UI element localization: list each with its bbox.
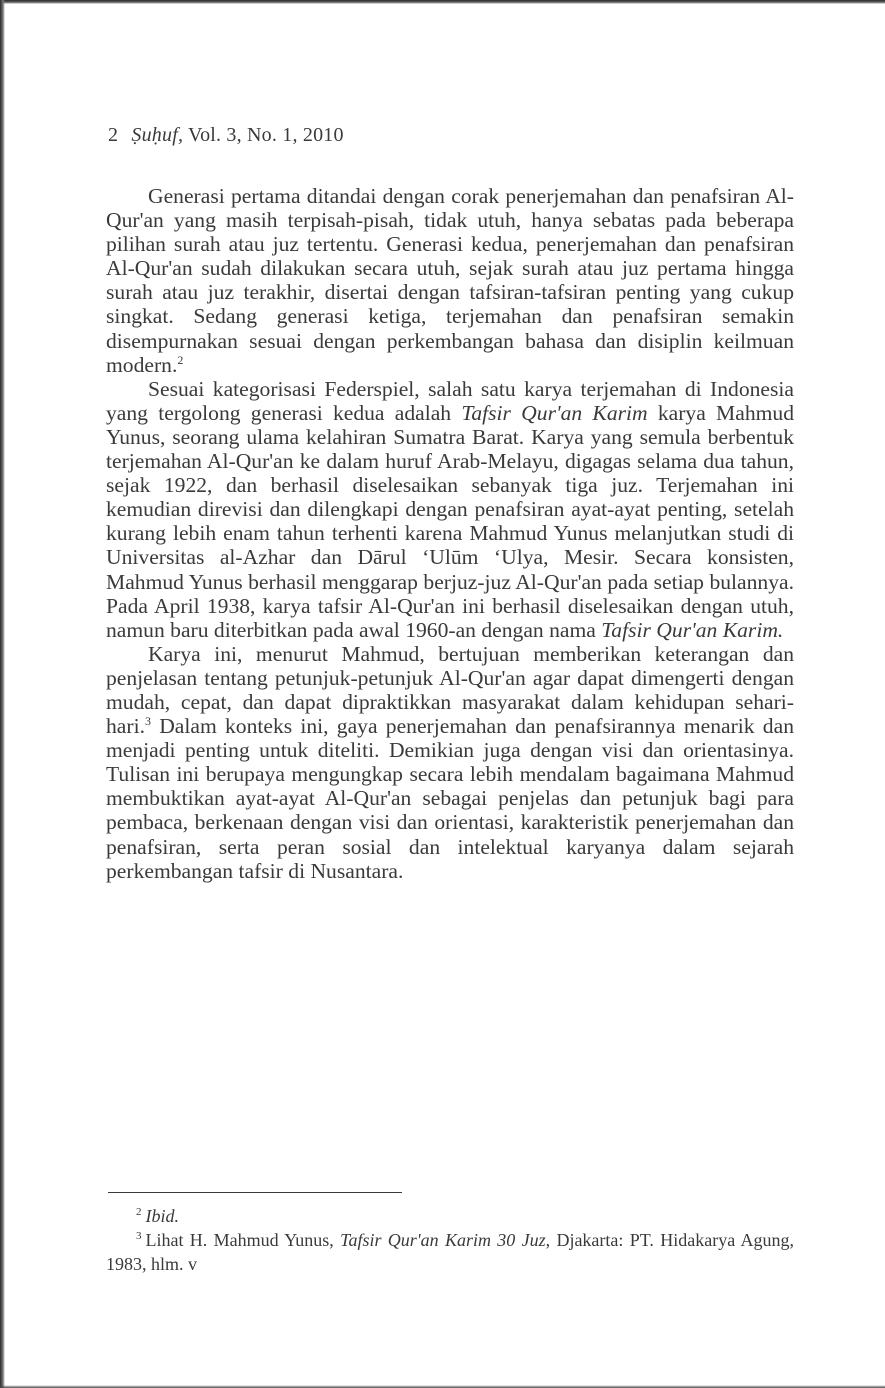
footnote-divider xyxy=(108,1192,402,1193)
footnote-3-prefix: Lihat H. Mahmud Yunus, xyxy=(145,1230,341,1250)
footnotes xyxy=(106,1204,794,1276)
footnote-ref-2[interactable]: 2 xyxy=(177,352,184,367)
footnote-ref-3[interactable]: 3 xyxy=(144,714,151,729)
paragraph-2 xyxy=(106,377,794,642)
footnote-2 xyxy=(106,1204,794,1228)
scan-edge-top xyxy=(0,0,885,4)
paragraph-1 xyxy=(106,184,794,377)
book-title: Tafsir Qur'an Karim. xyxy=(601,617,784,642)
footnote-2-text: Ibid. xyxy=(145,1206,179,1226)
paragraph-3-part2: Dalam konteks ini, gaya penerjemahan dan penafsirannya menarik dan menjadi penting untuk diteliti. Demikian juga dengan visi dan orientasinya. Tulisan ini berupaya mengungkap secara lebih mendalam bagaimana Mahmud membuktikan ayat-ayat Al-Qur'an sebagai penjelas dan petunjuk bagi para pembaca, berkenaan dengan visi dan orientasi, karakteristik penerjemahan dan penafsiran, serta peran sosial dan intelektual karyanya dalam sejarah perkembangan tafsir di Nusantara. xyxy=(106,714,794,883)
paragraph-2-part1: Sesuai kategorisasi Federspiel, salah satu karya terjemahan di Indonesia yang tergolong generasi kedua adalah xyxy=(106,376,794,425)
footnote-number: 3 xyxy=(136,1230,142,1242)
paragraph-3 xyxy=(106,642,794,883)
footnote-3-suffix: , Djakarta: PT. Hidakarya Agung, 1983, hlm. v xyxy=(106,1230,795,1274)
body-text xyxy=(106,184,794,883)
journal-volume: Vol. 3, No. 1, 2010 xyxy=(188,124,344,146)
page-number: 2 xyxy=(108,124,119,146)
book-title: Tafsir Qur'an Karim xyxy=(461,400,648,425)
footnote-3 xyxy=(106,1228,794,1276)
paragraph-2-part2: karya Mahmud Yunus, seorang ulama kelahiran Sumatra Barat. Karya yang semula berbentuk terjemahan Al-Qur'an ke dalam huruf Arab-Melayu, digagas selama dua tahun, sejak 1922, dan berhasil diselesaikan sebanyak tiga juz. Terjemahan ini kemudian direvisi dan dilengkapi dengan penafsiran ayat-ayat penting, setelah kurang lebih enam tahun terhenti karena Mahmud Yunus melanjutkan studi di Universitas al-Azhar dan Dārul ‘Ulūm ‘Ulya, Mesir. Secara konsisten, Mahmud Yunus berhasil menggarap berjuz-juz Al-Qur'an pada setiap bulannya. Pada April 1938, karya tafsir Al-Qur'an ini berhasil diselesaikan dengan utuh, namun baru diterbitkan pada awal 1960-an dengan nama xyxy=(106,400,794,642)
running-head xyxy=(108,124,344,147)
scan-edge-left xyxy=(0,0,5,1388)
paragraph-1-text: Generasi pertama ditandai dengan corak penerjemahan dan penafsiran Al-Qur'an yang masih terpisah-pisah, tidak utuh, hanya sebatas pada beberapa pilihan surah atau juz tertentu. Generasi kedua, penerjemahan dan penafsiran Al-Qur'an sudah dilakukan secara utuh, sejak surah atau juz pertama hingga surah atau juz terakhir, disertai dengan tafsiran-tafsiran penting yang cukup singkat. Sedang generasi ketiga, terjemahan dan penafsiran semakin disempurnakan sesuai dengan perkembangan bahasa dan disiplin keilmuan modern. xyxy=(106,184,794,377)
footnote-number: 2 xyxy=(136,1206,142,1218)
journal-name: Ṣuḥuf, xyxy=(131,124,184,146)
footnote-3-title: Tafsir Qur'an Karim 30 Juz xyxy=(340,1230,546,1250)
paragraph-3-part1: Karya ini, menurut Mahmud, bertujuan memberikan keterangan dan penjelasan tentang petunjuk-petunjuk Al-Qur'an agar dapat dimengerti dengan mudah, cepat, dan dapat dipraktikkan masyarakat dalam kehidupan sehari-hari. xyxy=(106,641,794,739)
